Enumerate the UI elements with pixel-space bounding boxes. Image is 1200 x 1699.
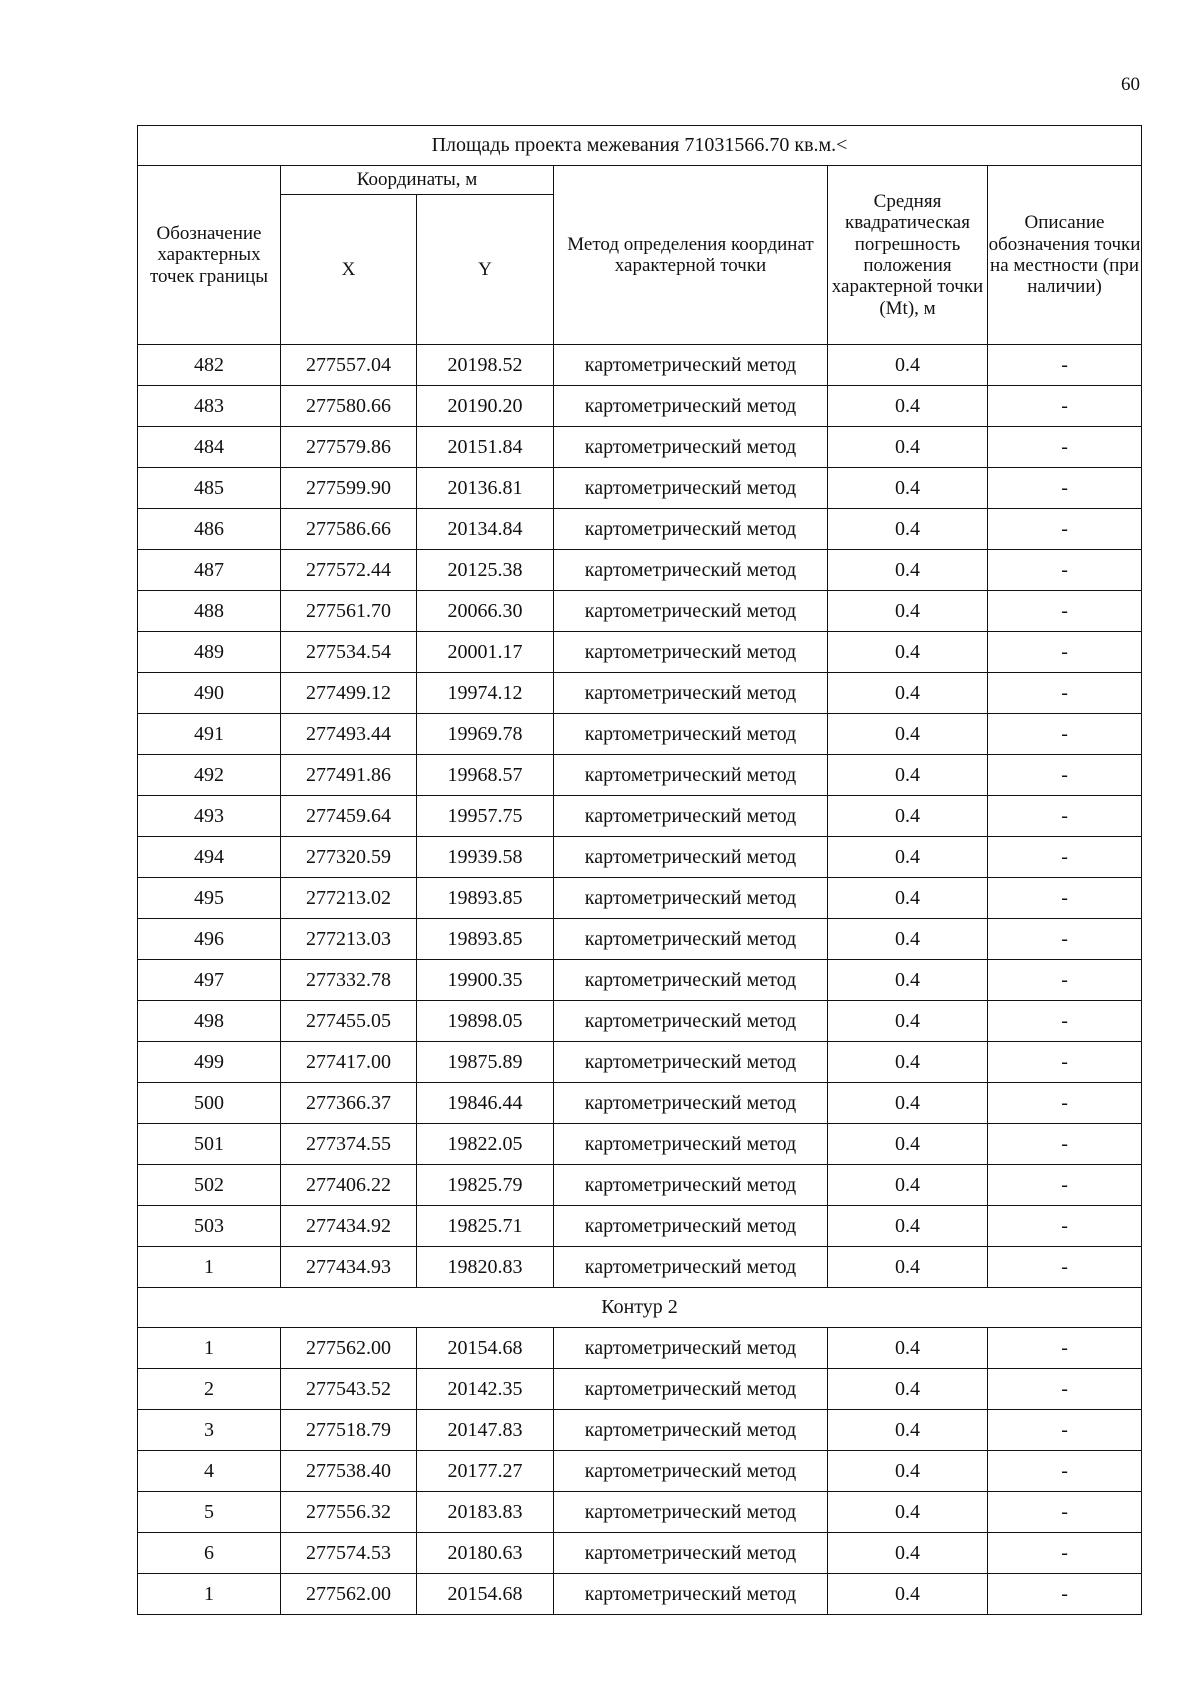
cell-point: 503 [138, 1206, 281, 1247]
header-x: X [281, 195, 417, 345]
cell-x: 277491.86 [281, 755, 417, 796]
cell-method: картометрический метод [554, 1206, 828, 1247]
cell-mt: 0.4 [828, 1083, 988, 1124]
cell-y: 20125.38 [417, 550, 554, 591]
cell-point: 498 [138, 1001, 281, 1042]
table-header [138, 126, 1142, 345]
cell-y: 20147.83 [417, 1410, 554, 1451]
cell-method: картометрический метод [554, 591, 828, 632]
cell-description: - [988, 509, 1142, 550]
table-row [138, 714, 1142, 755]
cell-x: 277417.00 [281, 1042, 417, 1083]
table-row [138, 345, 1142, 386]
header-method: Метод определения координат характерной точки [554, 166, 828, 345]
cell-description: - [988, 1124, 1142, 1165]
cell-method: картометрический метод [554, 878, 828, 919]
cell-x: 277562.00 [281, 1328, 417, 1369]
cell-x: 277459.64 [281, 796, 417, 837]
header-description: Описание обозначения точки на местности (при наличии) [988, 166, 1142, 345]
cell-method: картометрический метод [554, 1533, 828, 1574]
cell-y: 19974.12 [417, 673, 554, 714]
cell-x: 277543.52 [281, 1369, 417, 1410]
cell-y: 19968.57 [417, 755, 554, 796]
cell-y: 20180.63 [417, 1533, 554, 1574]
cell-mt: 0.4 [828, 1451, 988, 1492]
table-row [138, 1247, 1142, 1288]
header-coordinates: Координаты, м [281, 166, 554, 195]
cell-description: - [988, 1533, 1142, 1574]
cell-x: 277455.05 [281, 1001, 417, 1042]
cell-mt: 0.4 [828, 1533, 988, 1574]
cell-mt: 0.4 [828, 468, 988, 509]
cell-method: картометрический метод [554, 714, 828, 755]
cell-mt: 0.4 [828, 755, 988, 796]
table-row [138, 878, 1142, 919]
cell-x: 277332.78 [281, 960, 417, 1001]
table-row [138, 755, 1142, 796]
cell-y: 19846.44 [417, 1083, 554, 1124]
cell-method: картометрический метод [554, 509, 828, 550]
cell-mt: 0.4 [828, 1328, 988, 1369]
cell-mt: 0.4 [828, 1001, 988, 1042]
table-row [138, 919, 1142, 960]
cell-point: 487 [138, 550, 281, 591]
cell-x: 277562.00 [281, 1574, 417, 1615]
cell-point: 492 [138, 755, 281, 796]
cell-description: - [988, 960, 1142, 1001]
cell-description: - [988, 345, 1142, 386]
cell-y: 19875.89 [417, 1042, 554, 1083]
cell-mt: 0.4 [828, 591, 988, 632]
cell-point: 3 [138, 1410, 281, 1451]
cell-description: - [988, 1083, 1142, 1124]
cell-mt: 0.4 [828, 1124, 988, 1165]
header-row-top [138, 166, 1142, 195]
cell-x: 277534.54 [281, 632, 417, 673]
cell-mt: 0.4 [828, 1574, 988, 1615]
cell-y: 19893.85 [417, 878, 554, 919]
cell-method: картометрический метод [554, 1410, 828, 1451]
cell-y: 19939.58 [417, 837, 554, 878]
table-title-row [138, 126, 1142, 166]
cell-mt: 0.4 [828, 1206, 988, 1247]
section1-body [138, 345, 1142, 1288]
cell-mt: 0.4 [828, 1165, 988, 1206]
table-row [138, 1042, 1142, 1083]
cell-point: 499 [138, 1042, 281, 1083]
cell-method: картометрический метод [554, 1574, 828, 1615]
cell-description: - [988, 468, 1142, 509]
cell-description: - [988, 550, 1142, 591]
cell-y: 20134.84 [417, 509, 554, 550]
cell-x: 277320.59 [281, 837, 417, 878]
cell-point: 486 [138, 509, 281, 550]
cell-method: картометрический метод [554, 386, 828, 427]
cell-description: - [988, 1369, 1142, 1410]
cell-method: картометрический метод [554, 345, 828, 386]
table-row [138, 1165, 1142, 1206]
cell-x: 277586.66 [281, 509, 417, 550]
cell-method: картометрический метод [554, 550, 828, 591]
table-row [138, 1328, 1142, 1369]
cell-method: картометрический метод [554, 919, 828, 960]
cell-mt: 0.4 [828, 837, 988, 878]
cell-x: 277499.12 [281, 673, 417, 714]
table-row [138, 1574, 1142, 1615]
table-row [138, 1124, 1142, 1165]
cell-x: 277561.70 [281, 591, 417, 632]
cell-point: 482 [138, 345, 281, 386]
cell-y: 20136.81 [417, 468, 554, 509]
cell-point: 1 [138, 1574, 281, 1615]
cell-mt: 0.4 [828, 1369, 988, 1410]
cell-method: картометрический метод [554, 755, 828, 796]
cell-mt: 0.4 [828, 960, 988, 1001]
cell-method: картометрический метод [554, 1124, 828, 1165]
cell-description: - [988, 591, 1142, 632]
table-row [138, 468, 1142, 509]
cell-y: 20151.84 [417, 427, 554, 468]
cell-method: картометрический метод [554, 960, 828, 1001]
cell-point: 1 [138, 1247, 281, 1288]
cell-point: 4 [138, 1451, 281, 1492]
cell-mt: 0.4 [828, 427, 988, 468]
cell-point: 484 [138, 427, 281, 468]
cell-point: 496 [138, 919, 281, 960]
cell-mt: 0.4 [828, 632, 988, 673]
cell-description: - [988, 796, 1142, 837]
cell-y: 19969.78 [417, 714, 554, 755]
cell-point: 490 [138, 673, 281, 714]
cell-x: 277493.44 [281, 714, 417, 755]
cell-point: 6 [138, 1533, 281, 1574]
cell-mt: 0.4 [828, 1410, 988, 1451]
cell-method: картометрический метод [554, 1042, 828, 1083]
cell-mt: 0.4 [828, 509, 988, 550]
cell-point: 494 [138, 837, 281, 878]
cell-description: - [988, 1247, 1142, 1288]
table-row [138, 1206, 1142, 1247]
table-row [138, 632, 1142, 673]
cell-method: картометрический метод [554, 1451, 828, 1492]
cell-point: 5 [138, 1492, 281, 1533]
cell-description: - [988, 1574, 1142, 1615]
cell-y: 19825.79 [417, 1165, 554, 1206]
section2-body [138, 1328, 1142, 1615]
table-row [138, 1533, 1142, 1574]
cell-mt: 0.4 [828, 878, 988, 919]
cell-mt: 0.4 [828, 386, 988, 427]
cell-x: 277366.37 [281, 1083, 417, 1124]
cell-y: 20198.52 [417, 345, 554, 386]
cell-method: картометрический метод [554, 468, 828, 509]
cell-method: картометрический метод [554, 1001, 828, 1042]
cell-description: - [988, 673, 1142, 714]
cell-x: 277538.40 [281, 1451, 417, 1492]
cell-point: 493 [138, 796, 281, 837]
cell-y: 20183.83 [417, 1492, 554, 1533]
contour-title: Контур 2 [138, 1288, 1142, 1328]
table-row [138, 386, 1142, 427]
cell-x: 277518.79 [281, 1410, 417, 1451]
cell-x: 277579.86 [281, 427, 417, 468]
cell-mt: 0.4 [828, 1042, 988, 1083]
cell-mt: 0.4 [828, 714, 988, 755]
cell-point: 491 [138, 714, 281, 755]
cell-x: 277434.92 [281, 1206, 417, 1247]
cell-y: 19957.75 [417, 796, 554, 837]
cell-method: картометрический метод [554, 837, 828, 878]
cell-description: - [988, 1165, 1142, 1206]
cell-description: - [988, 1451, 1142, 1492]
cell-description: - [988, 878, 1142, 919]
table-row [138, 1001, 1142, 1042]
cell-point: 485 [138, 468, 281, 509]
cell-mt: 0.4 [828, 345, 988, 386]
cell-method: картометрический метод [554, 1083, 828, 1124]
cell-y: 20154.68 [417, 1574, 554, 1615]
cell-point: 500 [138, 1083, 281, 1124]
table-row [138, 1451, 1142, 1492]
cell-description: - [988, 427, 1142, 468]
cell-x: 277556.32 [281, 1492, 417, 1533]
header-error: Средняя квадратическая погрешность положения характерной точки (Mt), м [828, 166, 988, 345]
cell-y: 19825.71 [417, 1206, 554, 1247]
cell-y: 19900.35 [417, 960, 554, 1001]
cell-x: 277572.44 [281, 550, 417, 591]
cell-description: - [988, 755, 1142, 796]
cell-method: картометрический метод [554, 632, 828, 673]
table-title: Площадь проекта межевания 71031566.70 кв.м.< [138, 126, 1142, 166]
cell-description: - [988, 1410, 1142, 1451]
cell-x: 277574.53 [281, 1533, 417, 1574]
cell-method: картометрический метод [554, 1247, 828, 1288]
cell-description: - [988, 1206, 1142, 1247]
table-row [138, 1410, 1142, 1451]
cell-y: 20177.27 [417, 1451, 554, 1492]
table-row [138, 1369, 1142, 1410]
cell-point: 495 [138, 878, 281, 919]
cell-mt: 0.4 [828, 1492, 988, 1533]
cell-description: - [988, 1001, 1142, 1042]
cell-point: 497 [138, 960, 281, 1001]
cell-y: 19898.05 [417, 1001, 554, 1042]
cell-point: 488 [138, 591, 281, 632]
cell-y: 20142.35 [417, 1369, 554, 1410]
cell-y: 20154.68 [417, 1328, 554, 1369]
cell-x: 277599.90 [281, 468, 417, 509]
cell-method: картометрический метод [554, 673, 828, 714]
cell-description: - [988, 386, 1142, 427]
cell-point: 1 [138, 1328, 281, 1369]
page-number: 60 [1121, 74, 1140, 95]
table-row [138, 550, 1142, 591]
table-row [138, 837, 1142, 878]
cell-description: - [988, 919, 1142, 960]
table-row [138, 673, 1142, 714]
cell-description: - [988, 1492, 1142, 1533]
table-row [138, 509, 1142, 550]
cell-mt: 0.4 [828, 673, 988, 714]
cell-description: - [988, 837, 1142, 878]
contour-2-section [138, 1288, 1142, 1328]
cell-y: 20066.30 [417, 591, 554, 632]
cell-method: картометрический метод [554, 1328, 828, 1369]
cell-method: картометрический метод [554, 796, 828, 837]
cell-method: картометрический метод [554, 427, 828, 468]
table-row [138, 960, 1142, 1001]
cell-x: 277374.55 [281, 1124, 417, 1165]
table-row [138, 427, 1142, 468]
cell-y: 20001.17 [417, 632, 554, 673]
cell-x: 277580.66 [281, 386, 417, 427]
header-point-designation: Обозначение характерных точек границы [138, 166, 281, 345]
table-row [138, 796, 1142, 837]
cell-description: - [988, 1042, 1142, 1083]
cell-y: 19822.05 [417, 1124, 554, 1165]
cell-y: 20190.20 [417, 386, 554, 427]
cell-point: 502 [138, 1165, 281, 1206]
cell-mt: 0.4 [828, 550, 988, 591]
header-y: Y [417, 195, 554, 345]
cell-description: - [988, 1328, 1142, 1369]
cell-point: 489 [138, 632, 281, 673]
coordinates-table [137, 125, 1142, 1615]
cell-x: 277213.02 [281, 878, 417, 919]
table-row [138, 1492, 1142, 1533]
cell-x: 277557.04 [281, 345, 417, 386]
cell-method: картометрический метод [554, 1369, 828, 1410]
table-row [138, 1083, 1142, 1124]
cell-description: - [988, 632, 1142, 673]
cell-point: 501 [138, 1124, 281, 1165]
cell-point: 2 [138, 1369, 281, 1410]
cell-mt: 0.4 [828, 1247, 988, 1288]
cell-mt: 0.4 [828, 796, 988, 837]
contour-title-row [138, 1288, 1142, 1328]
cell-method: картометрический метод [554, 1165, 828, 1206]
cell-method: картометрический метод [554, 1492, 828, 1533]
cell-y: 19820.83 [417, 1247, 554, 1288]
cell-description: - [988, 714, 1142, 755]
cell-x: 277406.22 [281, 1165, 417, 1206]
table-row [138, 591, 1142, 632]
cell-x: 277434.93 [281, 1247, 417, 1288]
cell-mt: 0.4 [828, 919, 988, 960]
cell-point: 483 [138, 386, 281, 427]
cell-x: 277213.03 [281, 919, 417, 960]
cell-y: 19893.85 [417, 919, 554, 960]
